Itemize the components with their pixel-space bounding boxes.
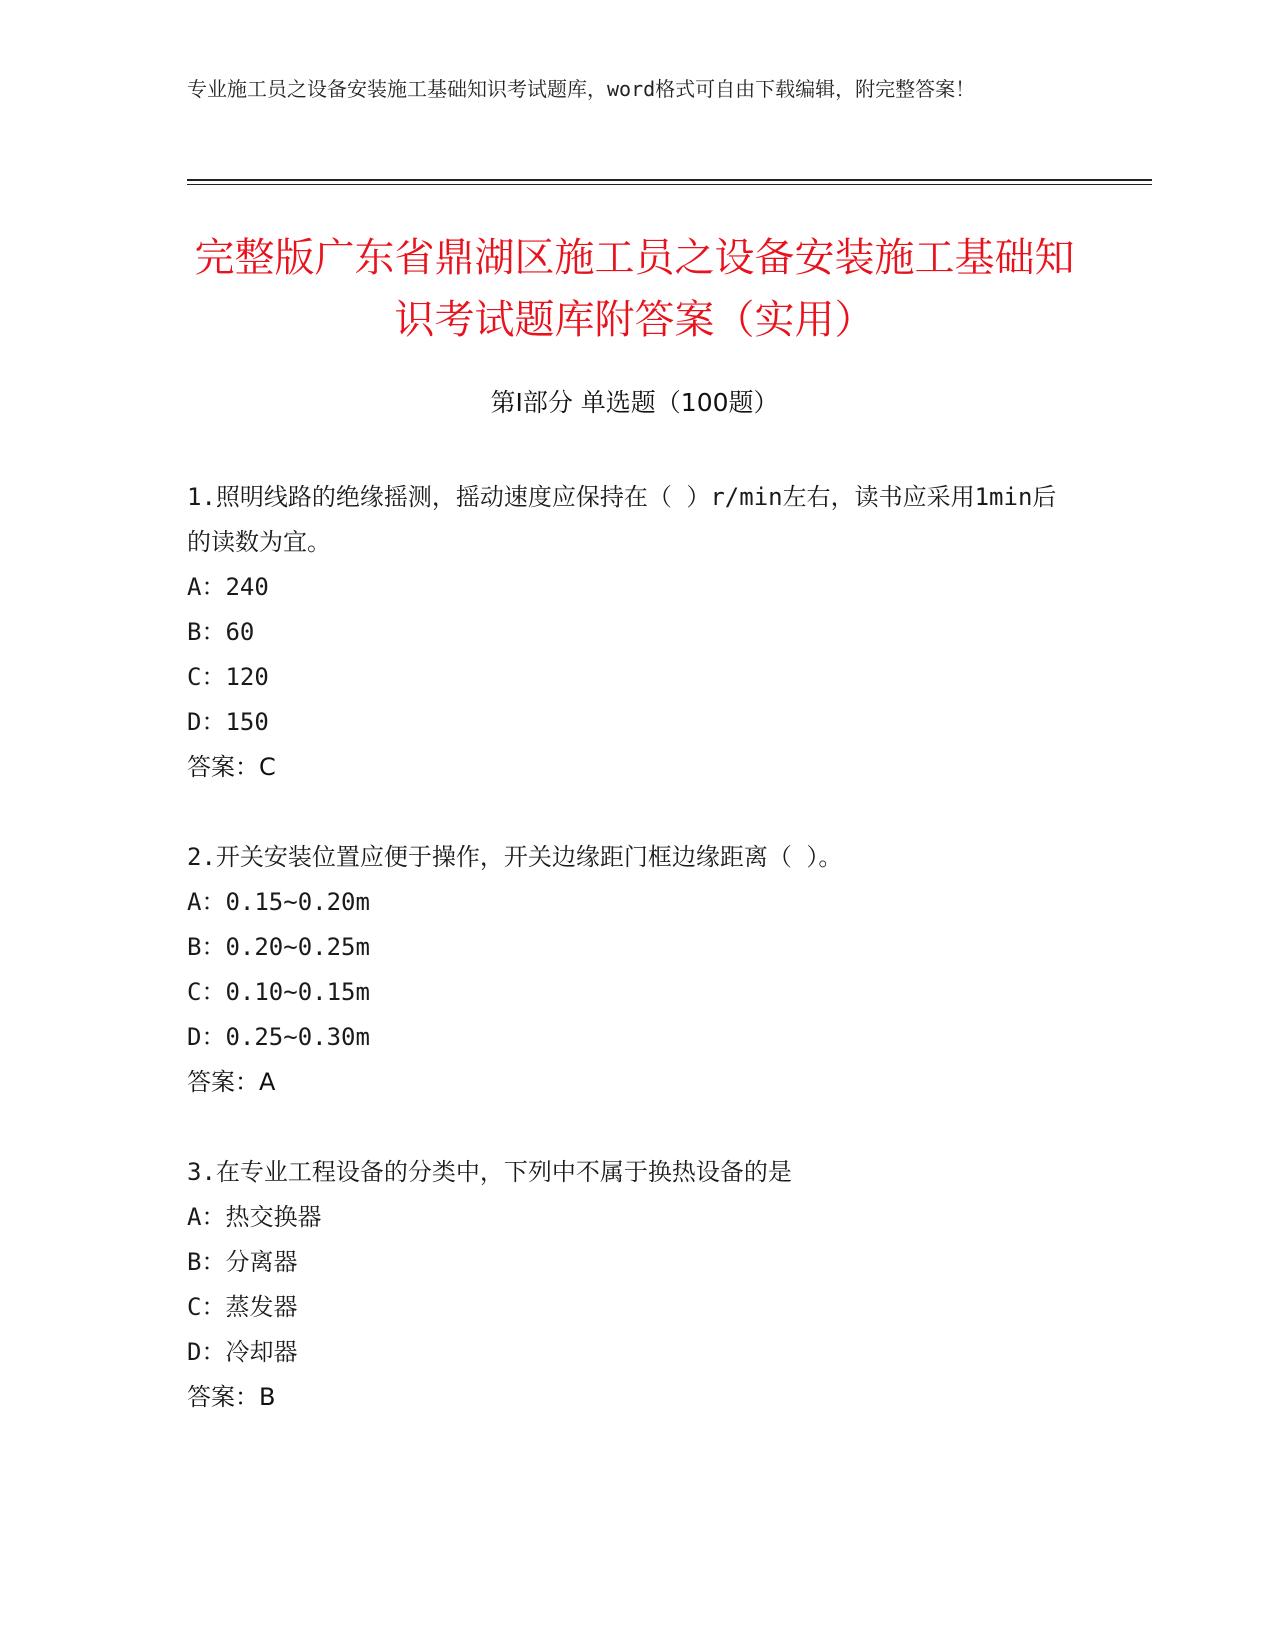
header-note: 专业施工员之设备安装施工基础知识考试题库，word格式可自由下载编辑，附完整答案！ <box>187 77 976 101</box>
question-list <box>187 475 1067 1465</box>
option-b: B：分离器 <box>187 1248 298 1276</box>
question-1 <box>187 475 1067 790</box>
question-stem: 2.开关安装位置应便于操作，开关边缘距门框边缘距离（ ）。 <box>187 843 843 871</box>
option-d: D：0.25~0.30m <box>187 1023 370 1051</box>
answer: 答案：B <box>187 1383 276 1411</box>
option-c: C：蒸发器 <box>187 1293 298 1321</box>
option-a: A：热交换器 <box>187 1203 322 1231</box>
option-c: C：120 <box>187 663 269 691</box>
question-stem: 1.照明线路的绝缘摇测，摇动速度应保持在（ ）r/min左右，读书应采用1min后的读数为宜。 <box>187 483 1057 556</box>
option-a: A：240 <box>187 573 269 601</box>
option-b: B：0.20~0.25m <box>187 933 370 961</box>
question-3 <box>187 1150 1067 1420</box>
option-c: C：0.10~0.15m <box>187 978 370 1006</box>
question-stem: 3.在专业工程设备的分类中，下列中不属于换热设备的是 <box>187 1158 792 1186</box>
option-b: B：60 <box>187 618 255 646</box>
option-d: D：150 <box>187 708 269 736</box>
header-divider-thick <box>187 179 1152 181</box>
answer: 答案：A <box>187 1068 276 1096</box>
section-title: 第Ⅰ部分 单选题（100题） <box>490 388 779 417</box>
header-divider-thin <box>187 184 1152 185</box>
option-d: D：冷却器 <box>187 1338 298 1366</box>
question-2 <box>187 835 1067 1105</box>
option-a: A：0.15~0.20m <box>187 888 370 916</box>
answer: 答案：C <box>187 753 276 781</box>
document-title: 完整版广东省鼎湖区施工员之设备安装施工基础知识考试题库附答案（实用） <box>194 235 1075 343</box>
